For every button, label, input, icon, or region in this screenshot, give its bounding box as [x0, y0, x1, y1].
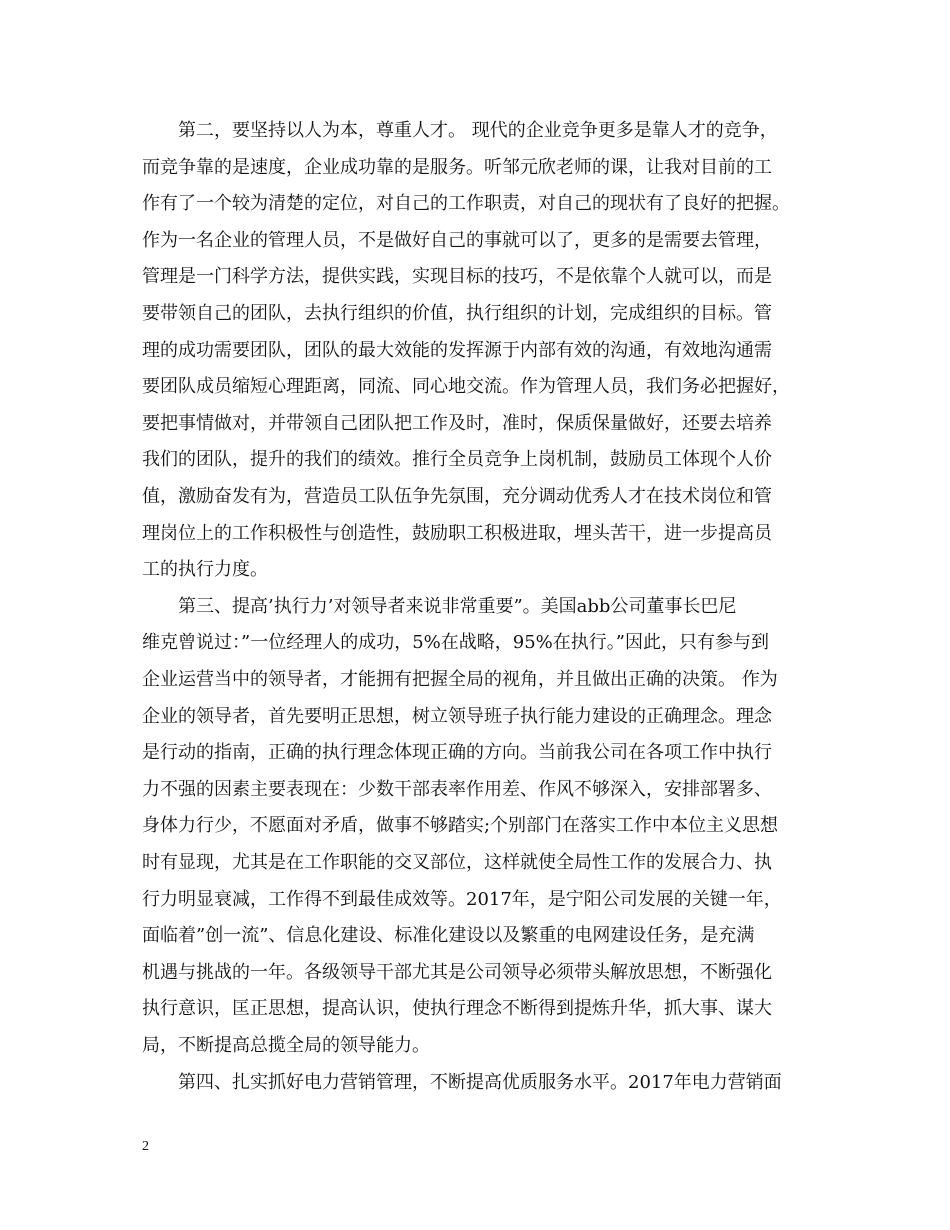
paragraph-line: 企业运营当中的领导者，才能拥有把握全局的视角，并且做出正确的决策。 作为 [142, 669, 778, 690]
paragraph-line: 理的成功需要团队，团队的最大效能的发挥源于内部有效的沟通，有效地沟通需 [142, 340, 772, 361]
paragraph-line: 是行动的指南，正确的执行理念体现正确的方向。当前我公司在各项工作中执行 [142, 742, 772, 763]
paragraph-line: 作为一名企业的管理人员，不是做好自己的事就可以了，更多的是需要去管理， [142, 230, 772, 251]
paragraph-line: 理岗位上的工作积极性与创造性，鼓励职工积极进取，埋头苦干，进一步提高员 [142, 523, 772, 544]
paragraph-line: 行力明显衰减，工作得不到最佳成效等。2017年，是宁阳公司发展的关键一年， [142, 889, 782, 910]
paragraph-first-line: 第三、提高’执行力’对领导者来说非常重要”。美国abb公司董事长巴尼 [178, 596, 737, 617]
paragraph-line: 机遇与挑战的一年。各级领导干部尤其是公司领导必须带头解放思想，不断强化 [142, 962, 772, 983]
paragraph-line: 要带领自己的团队，去执行组织的价值，执行组织的计划，完成组织的目标。管 [142, 303, 772, 324]
paragraph-line: 值，激励奋发有为，营造员工队伍争先氛围，充分调动优秀人才在技术岗位和管 [142, 486, 772, 507]
paragraph-line: 身体力行少，不愿面对矛盾，做事不够踏实;个别部门在落实工作中本位主义思想 [142, 815, 779, 836]
paragraph-line: 工的执行力度。 [142, 559, 268, 580]
paragraph-first-line: 第二，要坚持以人为本，尊重人才。 现代的企业竞争更多是靠人才的竞争， [178, 120, 778, 141]
paragraph-line: 力不强的因素主要表现在：少数干部表率作用差、作风不够深入，安排部署多、 [142, 779, 772, 800]
paragraph-line: 时有显现，尤其是在工作职能的交叉部位，这样就使全局性工作的发展合力、执 [142, 852, 772, 873]
paragraph-line: 要团队成员缩短心理距离，同流、同心地交流。作为管理人员，我们务必把握好， [142, 376, 790, 397]
paragraph-line: 而竞争靠的是速度，企业成功靠的是服务。听邹元欣老师的课，让我对目前的工 [142, 157, 772, 178]
paragraph-line: 面临着”创一流”、信息化建设、标准化建设以及繁重的电网建设任务，是充满 [142, 925, 755, 946]
page-number: 2 [142, 1139, 149, 1154]
paragraph-line: 要把事情做对，并带领自己团队把工作及时，准时，保质保量做好，还要去培养 [142, 413, 772, 434]
paragraph-line: 执行意识，匡正思想，提高认识，使执行理念不断得到提炼升华，抓大事、谋大 [142, 998, 772, 1019]
paragraph-line: 作有了一个较为清楚的定位，对自己的工作职责，对自己的现状有了良好的把握。 [142, 193, 790, 214]
paragraph-line: 企业的领导者，首先要明正思想，树立领导班子执行能力建设的正确理念。理念 [142, 706, 772, 727]
paragraph-first-line: 第四、扎实抓好电力营销管理，不断提高优质服务水平。2017年电力营销面 [178, 1072, 782, 1093]
paragraph-line: 维克曾说过：”一位经理人的成功，5%在战略，95%在执行。”因此，只有参与到 [142, 632, 769, 653]
paragraph-line: 局，不断提高总揽全局的领导能力。 [142, 1035, 430, 1056]
paragraph-line: 管理是一门科学方法，提供实践，实现目标的技巧，不是依靠个人就可以，而是 [142, 266, 772, 287]
paragraph-line: 我们的团队，提升的我们的绩效。推行全员竞争上岗机制，鼓励员工体现个人价 [142, 449, 772, 470]
